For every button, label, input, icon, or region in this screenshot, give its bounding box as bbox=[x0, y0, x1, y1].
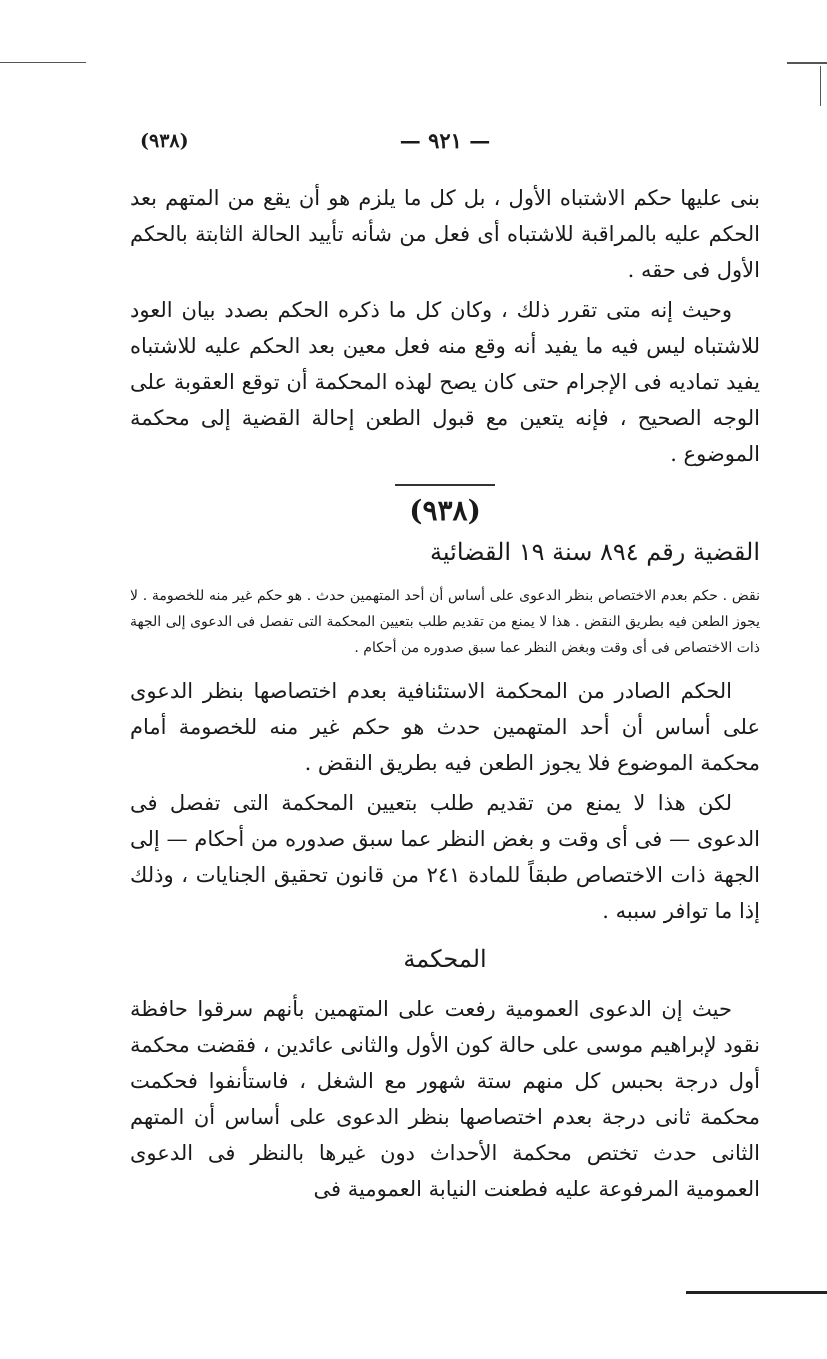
judgment-body: حيث إن الدعوى العمومية رفعت على المتهمين بأنهم سرقوا حافظة نقود لإبراهيم موسى على حالة كون الأول والثانى عائدين ، فقضت محكمة أول درجة بحبس كل منهم ستة شهور مع الشغل ، فاستأنفوا فحكمت محكمة ثانى درجة بعدم اختصاصها بنظر الدعوى على أساس أن المتهم الثانى حدث تختص محكمة الأحداث دون غيرها بالنظر فى الدعوى العمومية المرفوعة عليه فطعنت النيابة العمومية فى bbox=[130, 997, 760, 1201]
scan-edge-line-top bbox=[0, 62, 86, 63]
scan-edge-line-bottom bbox=[686, 1291, 827, 1294]
principle-paragraph-1: الحكم الصادر من المحكمة الاستئنافية بعدم اختصاصها بنظر الدعوى على أساس أن أحد المتهمين حدث هو حكم غير منه للخصومة أمام محكمة الموضوع فلا يجوز الطعن فيه بطريق النقض . bbox=[130, 679, 760, 775]
principle-paragraph-2: لكن هذا لا يمنع من تقديم طلب بتعيين المحكمة التى تفصل فى الدعوى — فى أى وقت و بغض النظر عما سبق صدوره من أحكام — إلى الجهة ذات الاختصاص طبقاً للمادة ٢٤١ من قانون تحقيق الجنايات ، وذلك إذا ما توافر سببه . bbox=[130, 791, 760, 923]
headnote: نقض . حكم بعدم الاختصاص بنظر الدعوى على أساس أن أحد المتهمين حدث . هو حكم غير منه للخصومة . لا يجوز الطعن فيه بطريق النقض . هذا لا يمنع من تقديم طلب بتعيين المحكمة التى تفصل فى الدعوى إلى الجهة ذات الاختصاص فى أى وقت وبغض النظر عما سبق صدوره من أحكام . bbox=[130, 588, 760, 656]
case-title: القضية رقم ٨٩٤ سنة ١٩ القضائية bbox=[430, 538, 760, 566]
section-separator bbox=[395, 484, 495, 486]
header-case-reference: (٩٣٨) bbox=[140, 130, 189, 152]
page-content bbox=[130, 180, 760, 1207]
scan-edge-line-right-vertical bbox=[820, 66, 821, 106]
scan-edge-line-right bbox=[787, 62, 827, 64]
page-header bbox=[130, 128, 760, 160]
continuation-paragraph-1: بنى عليها حكم الاشتباه الأول ، بل كل ما يلزم هو أن يقع من المتهم بعد الحكم عليه بالمراقبة للاشتباه أى فعل من شأنه تأييد الحالة الثابتة بالحكم الأول فى حقه . bbox=[130, 186, 760, 282]
page-number: — ٩٢١ — bbox=[399, 128, 491, 153]
court-heading: المحكمة bbox=[403, 945, 487, 973]
ruling-number: (٩٣٨) bbox=[409, 494, 481, 527]
continuation-paragraph-2: وحيث إنه متى تقرر ذلك ، وكان كل ما ذكره الحكم بصدد بيان العود للاشتباه ليس فيه ما يفيد أنه وقع منه فعل معين بعد الحكم عليه للاشتباه يفيد تماديه فى الإجرام حتى كان يصح لهذه المحكمة أن توقع العقوبة على الوجه الصحيح ، فإنه يتعين مع قبول الطعن إحالة القضية إلى محكمة الموضوع . bbox=[130, 298, 760, 466]
